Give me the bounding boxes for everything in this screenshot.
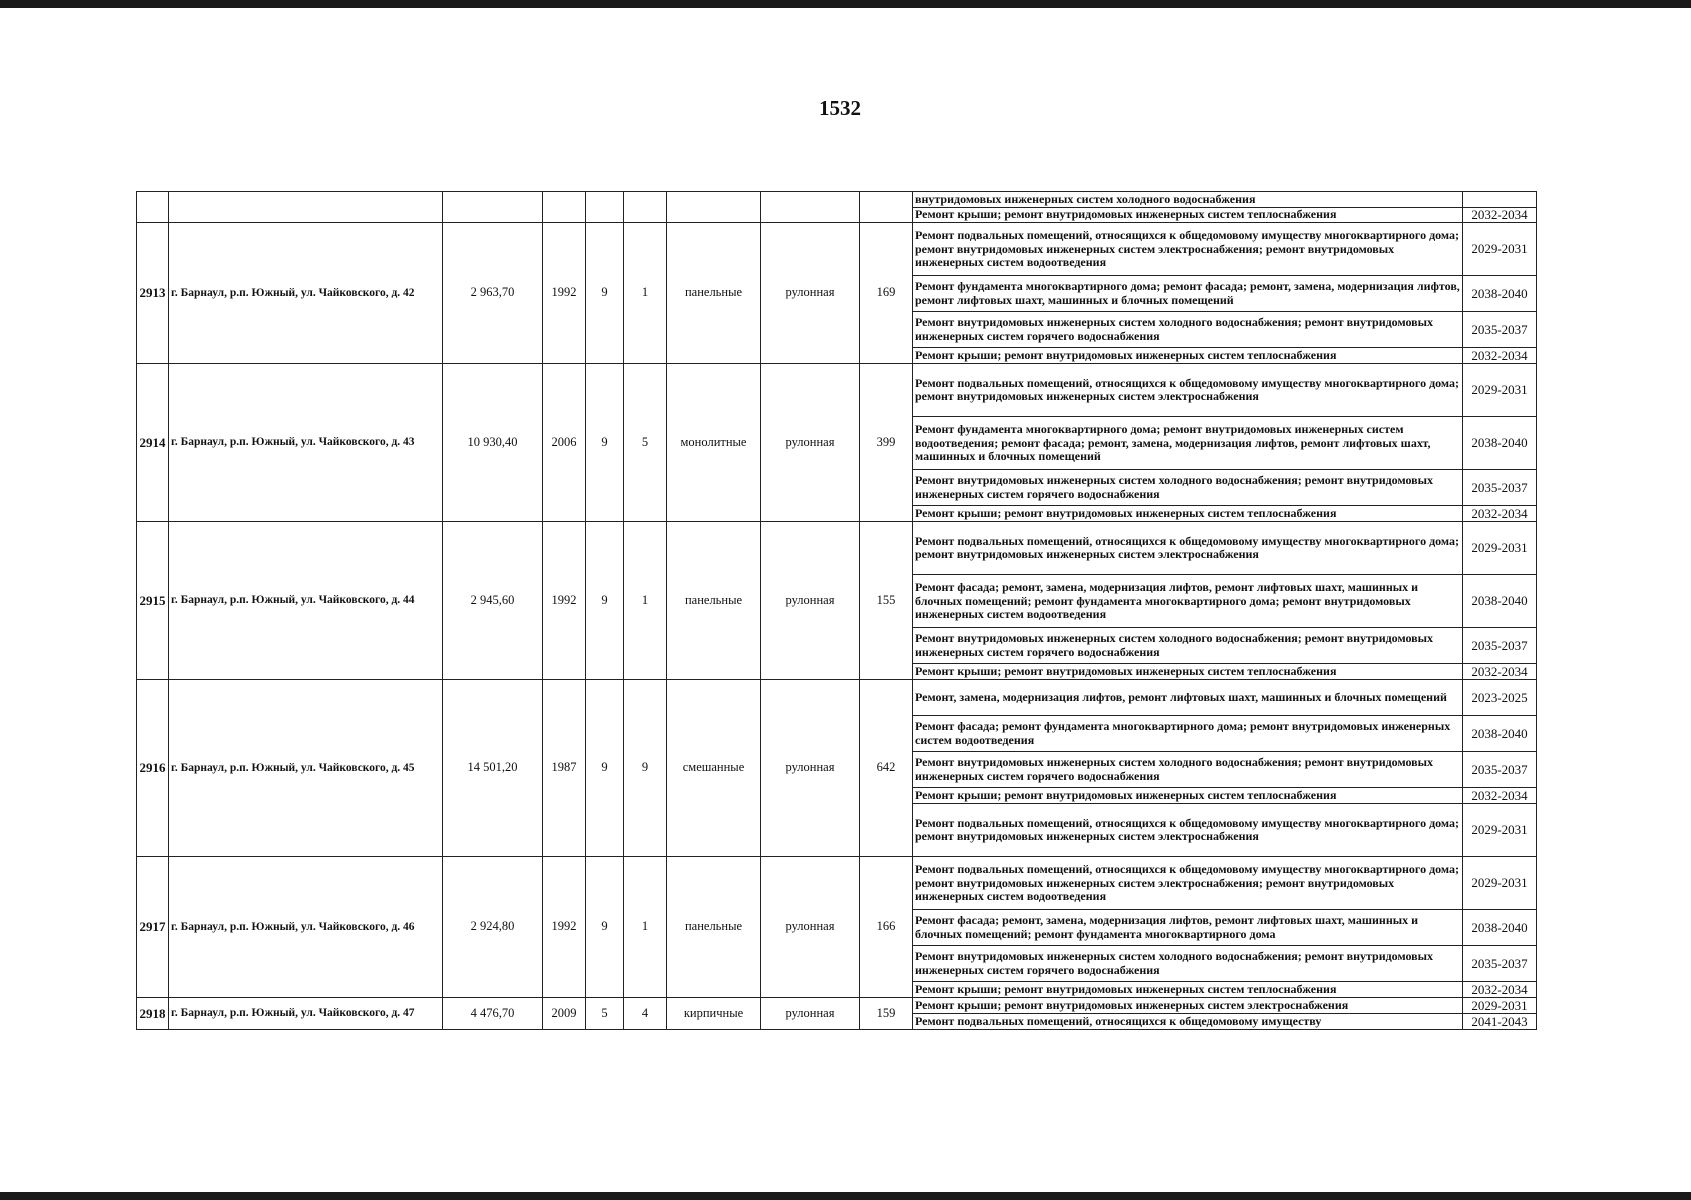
works-cell: Ремонт внутридомовых инженерных систем холодного водоснабжения; ремонт внутридомовых инженерных систем горячего водоснабжения	[913, 470, 1463, 506]
period-cell: 2041-2043	[1463, 1014, 1537, 1030]
floors-cell: 9	[586, 522, 624, 680]
roof-cell: рулонная	[761, 364, 860, 522]
period-cell: 2032-2034	[1463, 788, 1537, 804]
works-cell: Ремонт подвальных помещений, относящихся к общедомовому имуществу	[913, 1014, 1463, 1030]
residents-cell: 155	[860, 522, 913, 680]
table-row	[137, 857, 1537, 910]
floors-cell: 5	[586, 998, 624, 1030]
walls-cell: панельные	[667, 857, 761, 998]
floors-cell: 9	[586, 364, 624, 522]
period-cell: 2029-2031	[1463, 223, 1537, 276]
walls-cell	[667, 192, 761, 223]
works-cell: Ремонт фундамента многоквартирного дома; ремонт внутридомовых инженерных систем водоотведения; ремонт фасада; ремонт, замена, модернизация лифтов, ремонт лифтовых шахт, машинных и блочных помещений	[913, 417, 1463, 470]
house-number-cell: 2915	[137, 522, 169, 680]
works-cell: Ремонт внутридомовых инженерных систем холодного водоснабжения; ремонт внутридомовых инженерных систем горячего водоснабжения	[913, 628, 1463, 664]
residents-cell: 642	[860, 680, 913, 857]
address-cell	[169, 192, 443, 223]
works-cell: Ремонт подвальных помещений, относящихся к общедомовому имуществу многоквартирного дома; ремонт внутридомовых инженерных систем электроснабжения; ремонт внутридомовых инженерных систем водоотведения	[913, 857, 1463, 910]
area-cell: 4 476,70	[443, 998, 543, 1030]
area-cell: 10 930,40	[443, 364, 543, 522]
entrances-cell: 1	[624, 522, 667, 680]
roof-cell: рулонная	[761, 522, 860, 680]
works-cell: Ремонт фундамента многоквартирного дома; ремонт фасада; ремонт, замена, модернизация лифтов, ремонт лифтовых шахт, машинных и блочных помещений	[913, 276, 1463, 312]
period-cell: 2029-2031	[1463, 804, 1537, 857]
residents-cell: 169	[860, 223, 913, 364]
works-cell: Ремонт подвальных помещений, относящихся к общедомовому имуществу многоквартирного дома; ремонт внутридомовых инженерных систем электроснабжения	[913, 364, 1463, 417]
roof-cell: рулонная	[761, 223, 860, 364]
area-cell: 2 945,60	[443, 522, 543, 680]
works-cell: Ремонт крыши; ремонт внутридомовых инженерных систем теплоснабжения	[913, 982, 1463, 998]
area-cell	[443, 192, 543, 223]
period-cell: 2035-2037	[1463, 628, 1537, 664]
walls-cell: смешанные	[667, 680, 761, 857]
area-cell: 14 501,20	[443, 680, 543, 857]
area-cell: 2 924,80	[443, 857, 543, 998]
roof-cell: рулонная	[761, 998, 860, 1030]
walls-cell: панельные	[667, 223, 761, 364]
period-cell: 2032-2034	[1463, 982, 1537, 998]
period-cell	[1463, 192, 1537, 208]
year-cell: 1992	[543, 223, 586, 364]
works-cell: Ремонт подвальных помещений, относящихся к общедомовому имуществу многоквартирного дома; ремонт внутридомовых инженерных систем электроснабжения; ремонт внутридомовых инженерных систем водоотведения	[913, 223, 1463, 276]
address-cell: г. Барнаул, р.п. Южный, ул. Чайковского, д. 42	[169, 223, 443, 364]
capital-repair-table	[136, 191, 1537, 1030]
house-number-cell	[137, 192, 169, 223]
address-cell: г. Барнаул, р.п. Южный, ул. Чайковского, д. 43	[169, 364, 443, 522]
period-cell: 2032-2034	[1463, 208, 1537, 223]
table-row	[137, 522, 1537, 575]
works-cell: Ремонт внутридомовых инженерных систем холодного водоснабжения; ремонт внутридомовых инженерных систем горячего водоснабжения	[913, 752, 1463, 788]
table-row	[137, 223, 1537, 276]
period-cell: 2035-2037	[1463, 312, 1537, 348]
roof-cell: рулонная	[761, 680, 860, 857]
year-cell	[543, 192, 586, 223]
residents-cell: 399	[860, 364, 913, 522]
entrances-cell: 9	[624, 680, 667, 857]
works-cell: Ремонт крыши; ремонт внутридомовых инженерных систем электроснабжения	[913, 998, 1463, 1014]
period-cell: 2029-2031	[1463, 522, 1537, 575]
address-cell: г. Барнаул, р.п. Южный, ул. Чайковского, д. 46	[169, 857, 443, 998]
house-number-cell: 2918	[137, 998, 169, 1030]
works-cell: Ремонт фасада; ремонт, замена, модернизация лифтов, ремонт лифтовых шахт, машинных и блочных помещений; ремонт фундамента многоквартирного дома	[913, 910, 1463, 946]
walls-cell: монолитные	[667, 364, 761, 522]
works-cell: Ремонт крыши; ремонт внутридомовых инженерных систем теплоснабжения	[913, 506, 1463, 522]
entrances-cell: 1	[624, 223, 667, 364]
scan-edge-top	[0, 0, 1691, 8]
scan-edge-bottom	[0, 1192, 1691, 1200]
table-row	[137, 998, 1537, 1014]
works-cell: Ремонт, замена, модернизация лифтов, ремонт лифтовых шахт, машинных и блочных помещений	[913, 680, 1463, 716]
works-cell: Ремонт крыши; ремонт внутридомовых инженерных систем теплоснабжения	[913, 664, 1463, 680]
entrances-cell: 1	[624, 857, 667, 998]
period-cell: 2035-2037	[1463, 946, 1537, 982]
year-cell: 1992	[543, 857, 586, 998]
period-cell: 2032-2034	[1463, 506, 1537, 522]
entrances-cell: 5	[624, 364, 667, 522]
address-cell: г. Барнаул, р.п. Южный, ул. Чайковского, д. 44	[169, 522, 443, 680]
walls-cell: кирпичные	[667, 998, 761, 1030]
year-cell: 2009	[543, 998, 586, 1030]
entrances-cell	[624, 192, 667, 223]
roof-cell	[761, 192, 860, 223]
address-cell: г. Барнаул, р.п. Южный, ул. Чайковского, д. 47	[169, 998, 443, 1030]
floors-cell: 9	[586, 223, 624, 364]
period-cell: 2038-2040	[1463, 276, 1537, 312]
year-cell: 2006	[543, 364, 586, 522]
floors-cell: 9	[586, 680, 624, 857]
house-number-cell: 2916	[137, 680, 169, 857]
works-cell: Ремонт крыши; ремонт внутридомовых инженерных систем теплоснабжения	[913, 348, 1463, 364]
area-cell: 2 963,70	[443, 223, 543, 364]
works-cell: внутридомовых инженерных систем холодного водоснабжения	[913, 192, 1463, 208]
works-cell: Ремонт фасада; ремонт фундамента многоквартирного дома; ремонт внутридомовых инженерных систем водоотведения	[913, 716, 1463, 752]
entrances-cell: 4	[624, 998, 667, 1030]
period-cell: 2032-2034	[1463, 348, 1537, 364]
table-row	[137, 680, 1537, 716]
address-cell: г. Барнаул, р.п. Южный, ул. Чайковского, д. 45	[169, 680, 443, 857]
year-cell: 1992	[543, 522, 586, 680]
year-cell: 1987	[543, 680, 586, 857]
roof-cell: рулонная	[761, 857, 860, 998]
table-row	[137, 364, 1537, 417]
period-cell: 2035-2037	[1463, 752, 1537, 788]
house-number-cell: 2913	[137, 223, 169, 364]
period-cell: 2032-2034	[1463, 664, 1537, 680]
period-cell: 2023-2025	[1463, 680, 1537, 716]
residents-cell: 166	[860, 857, 913, 998]
works-cell: Ремонт внутридомовых инженерных систем холодного водоснабжения; ремонт внутридомовых инженерных систем горячего водоснабжения	[913, 312, 1463, 348]
page-number: 1532	[819, 96, 861, 120]
period-cell: 2038-2040	[1463, 575, 1537, 628]
works-cell: Ремонт фасада; ремонт, замена, модернизация лифтов, ремонт лифтовых шахт, машинных и блочных помещений; ремонт фундамента многоквартирного дома; ремонт внутридомовых инженерных систем водоотведения	[913, 575, 1463, 628]
period-cell: 2038-2040	[1463, 716, 1537, 752]
period-cell: 2029-2031	[1463, 857, 1537, 910]
works-cell: Ремонт подвальных помещений, относящихся к общедомовому имуществу многоквартирного дома; ремонт внутридомовых инженерных систем электроснабжения	[913, 804, 1463, 857]
house-number-cell: 2914	[137, 364, 169, 522]
floors-cell	[586, 192, 624, 223]
works-cell: Ремонт крыши; ремонт внутридомовых инженерных систем теплоснабжения	[913, 208, 1463, 223]
works-cell: Ремонт крыши; ремонт внутридомовых инженерных систем теплоснабжения	[913, 788, 1463, 804]
table-row	[137, 192, 1537, 208]
period-cell: 2035-2037	[1463, 470, 1537, 506]
works-cell: Ремонт подвальных помещений, относящихся к общедомовому имуществу многоквартирного дома; ремонт внутридомовых инженерных систем электроснабжения	[913, 522, 1463, 575]
residents-cell: 159	[860, 998, 913, 1030]
walls-cell: панельные	[667, 522, 761, 680]
period-cell: 2038-2040	[1463, 910, 1537, 946]
residents-cell	[860, 192, 913, 223]
house-number-cell: 2917	[137, 857, 169, 998]
period-cell: 2029-2031	[1463, 998, 1537, 1014]
works-cell: Ремонт внутридомовых инженерных систем холодного водоснабжения; ремонт внутридомовых инженерных систем горячего водоснабжения	[913, 946, 1463, 982]
floors-cell: 9	[586, 857, 624, 998]
period-cell: 2029-2031	[1463, 364, 1537, 417]
period-cell: 2038-2040	[1463, 417, 1537, 470]
